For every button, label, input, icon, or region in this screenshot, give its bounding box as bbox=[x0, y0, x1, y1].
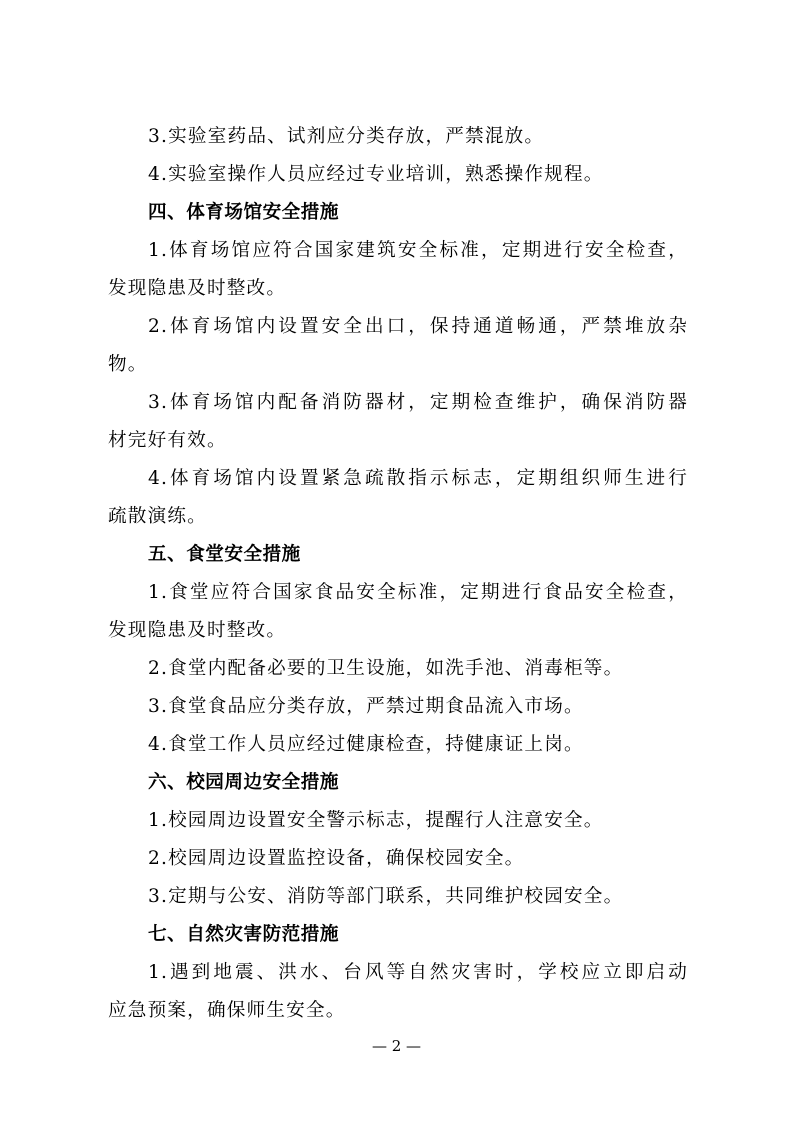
paragraph-line: 材完好有效。 bbox=[108, 430, 227, 451]
paragraph-line: 3.食堂食品应分类存放，严禁过期食品流入市场。 bbox=[148, 696, 584, 717]
paragraph-line: 应急预案，确保师生安全。 bbox=[108, 1000, 346, 1021]
paragraph-line: 4.实验室操作人员应经过专业培训，熟悉操作规程。 bbox=[148, 164, 604, 185]
paragraph-line: 2.食堂内配备必要的卫生设施，如洗手池、消毒柜等。 bbox=[148, 658, 624, 679]
paragraph-line: 1.遇到地震、洪水、台风等自然灾害时，学校应立即启动 bbox=[148, 962, 688, 983]
page-number: — 2 — bbox=[371, 1037, 422, 1055]
paragraph-line: 3.体育场馆内配备消防器材，定期检查维护，确保消防器 bbox=[148, 392, 688, 413]
paragraph-line: 1.校园周边设置安全警示标志，提醒行人注意安全。 bbox=[148, 810, 604, 831]
paragraph-line: 发现隐患及时整改。 bbox=[108, 278, 287, 299]
paragraph-line: 1.食堂应符合国家食品安全标准，定期进行食品安全检查， bbox=[148, 582, 688, 603]
paragraph-line: 3.定期与公安、消防等部门联系，共同维护校园安全。 bbox=[148, 886, 624, 907]
section-heading: 五、食堂安全措施 bbox=[148, 544, 301, 565]
paragraph-line: 2.校园周边设置监控设备，确保校园安全。 bbox=[148, 848, 525, 869]
paragraph-line: 疏散演练。 bbox=[108, 506, 207, 527]
paragraph-line: 2.体育场馆内设置安全出口，保持通道畅通，严禁堆放杂 bbox=[148, 316, 688, 337]
paragraph-line: 发现隐患及时整改。 bbox=[108, 620, 287, 641]
paragraph-line: 4.体育场馆内设置紧急疏散指示标志，定期组织师生进行 bbox=[148, 468, 688, 489]
paragraph-line: 3.实验室药品、试剂应分类存放，严禁混放。 bbox=[148, 126, 545, 147]
paragraph-line: 4.食堂工作人员应经过健康检查，持健康证上岗。 bbox=[148, 734, 584, 755]
paragraph-line: 1.体育场馆应符合国家建筑安全标准，定期进行安全检查， bbox=[148, 240, 688, 261]
section-heading: 六、校园周边安全措施 bbox=[148, 772, 339, 793]
paragraph-line: 物。 bbox=[108, 354, 148, 375]
section-heading: 四、体育场馆安全措施 bbox=[148, 202, 339, 223]
section-heading: 七、自然灾害防范措施 bbox=[148, 924, 339, 945]
document-page bbox=[108, 0, 688, 1122]
